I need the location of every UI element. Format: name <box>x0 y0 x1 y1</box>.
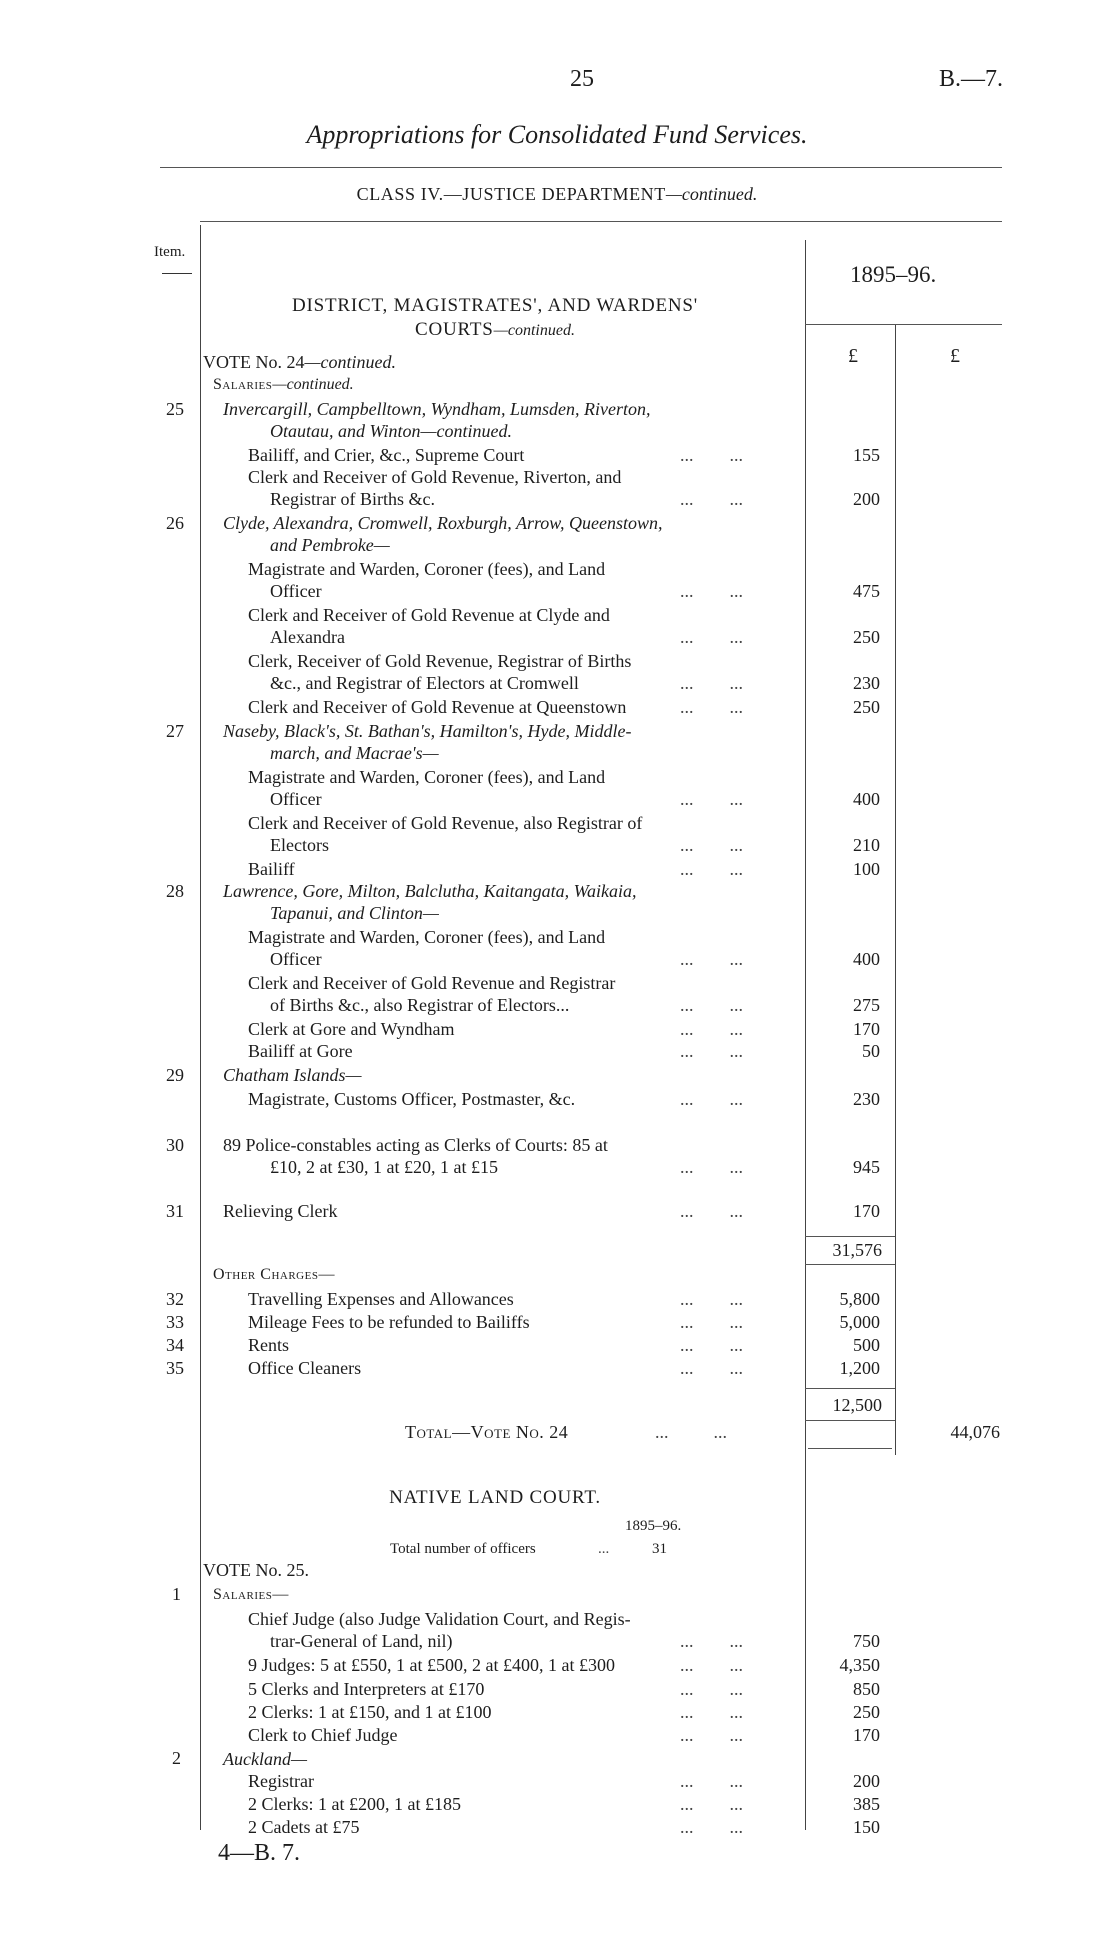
header-rule <box>160 167 1002 168</box>
leader-dots: ... ... <box>680 445 743 465</box>
line-text: 2 Clerks: 1 at £150, and 1 at £100 <box>248 1702 492 1722</box>
charge-label: Office Cleaners <box>248 1358 362 1378</box>
ledger-row <box>0 972 1114 994</box>
vote-25-label: VOTE No. 25. <box>203 1560 309 1580</box>
ledger-row <box>0 696 1114 718</box>
amount: 230 <box>853 673 880 693</box>
leader-dots: ... ... <box>680 1289 743 1309</box>
amount: 750 <box>853 1631 880 1651</box>
ledger-row <box>0 466 1114 488</box>
line-text: Magistrate and Warden, Coroner (fees), and Land <box>248 927 606 947</box>
line-text: Clerk, Receiver of Gold Revenue, Registrar of Births <box>248 651 632 671</box>
ledger-row <box>0 1816 1114 1838</box>
salaries-total-rule <box>805 1236 895 1237</box>
ledger-row <box>0 534 1114 556</box>
item-column-header: Item. <box>154 244 186 260</box>
amount: 170 <box>853 1019 880 1039</box>
page-reference: B.—7. <box>939 66 1004 92</box>
line-text: Chatham Islands— <box>223 1065 362 1085</box>
class-line-suffix: —continued. <box>665 184 758 204</box>
section-heading-courts: COURTS <box>415 319 494 340</box>
ledger-row <box>0 766 1114 788</box>
native-land-court-heading: NATIVE LAND COURT. <box>389 1487 601 1508</box>
line-text: Clerk at Gore and Wyndham <box>248 1019 455 1039</box>
ledger-row <box>0 880 1114 902</box>
amount: 945 <box>853 1157 880 1177</box>
leader-dots: ... ... <box>680 697 743 717</box>
salaries-text: Salaries <box>213 376 273 393</box>
line-text: 2 Cadets at £75 <box>248 1817 360 1837</box>
amount: 275 <box>853 995 880 1015</box>
item-number: 31 <box>166 1201 184 1221</box>
ledger-row <box>0 1608 1114 1630</box>
amount: 475 <box>853 581 880 601</box>
leader-dots: ... ... <box>680 581 743 601</box>
line-text: 2 Clerks: 1 at £200, 1 at £185 <box>248 1794 461 1814</box>
item-number: 29 <box>166 1065 184 1085</box>
year-underline <box>805 324 1002 325</box>
leader-dots: ... ... <box>680 627 743 647</box>
vote-total-rule <box>808 1448 892 1449</box>
other-charges-label: Other Charges— <box>213 1266 335 1283</box>
line-text: Officer <box>270 949 322 969</box>
amount: 1,200 <box>839 1358 880 1378</box>
ledger-row <box>0 558 1114 580</box>
line-text: Auckland— <box>223 1749 307 1769</box>
item-number: 25 <box>166 399 184 419</box>
ledger-row <box>0 626 1114 648</box>
page-footer: 4—B. 7. <box>218 1840 301 1866</box>
ledger-row <box>0 994 1114 1016</box>
vote-24-label <box>203 352 396 373</box>
ledger-row <box>0 1630 1114 1652</box>
leader-dots: ... ... <box>680 1335 743 1355</box>
line-text: Magistrate, Customs Officer, Postmaster, &c. <box>248 1089 576 1109</box>
line-text: Relieving Clerk <box>223 1201 338 1221</box>
line-text: Otautau, and Winton—continued. <box>270 421 512 441</box>
item-number: 27 <box>166 721 184 741</box>
amount: 200 <box>853 489 880 509</box>
ledger-row <box>0 1064 1114 1086</box>
vote-total-label: Total—Vote No. 24 <box>405 1422 569 1442</box>
line-text: 9 Judges: 5 at £550, 1 at £500, 2 at £400, 1 at £300 <box>248 1655 615 1675</box>
line-text: &c., and Registrar of Electors at Cromwell <box>270 673 579 693</box>
line-text: Invercargill, Campbelltown, Wyndham, Lumsden, Riverton, <box>223 399 651 419</box>
amount: 210 <box>853 835 880 855</box>
ledger-row <box>0 1701 1114 1723</box>
ledger-row <box>0 1748 1114 1770</box>
line-text: of Births &c., also Registrar of Electors... <box>270 995 570 1015</box>
line-text: Officer <box>270 581 322 601</box>
salaries-total: 31,576 <box>832 1240 882 1260</box>
officers-dots: ... <box>598 1541 610 1557</box>
line-text: Chief Judge (also Judge Validation Court, and Regis- <box>248 1609 631 1629</box>
line-text: Registrar <box>248 1771 314 1791</box>
leader-dots: ... ... <box>680 1041 743 1061</box>
amount: 400 <box>853 789 880 809</box>
other-charge-row <box>0 1311 1114 1333</box>
ledger-row <box>0 1678 1114 1700</box>
amount: 155 <box>853 445 880 465</box>
amount: 500 <box>853 1335 880 1355</box>
vote-total-dots: ... ... <box>655 1422 727 1442</box>
ledger-row <box>0 1134 1114 1156</box>
leader-dots: ... ... <box>680 1725 743 1745</box>
ledger-row <box>0 398 1114 420</box>
charge-label: Travelling Expenses and Allowances <box>248 1289 514 1309</box>
ledger-row <box>0 1724 1114 1746</box>
amount: 5,800 <box>839 1289 880 1309</box>
line-text: Clerk and Receiver of Gold Revenue, Riverton, and <box>248 467 622 487</box>
line-text: 5 Clerks and Interpreters at £170 <box>248 1679 485 1699</box>
section-heading-line2 <box>210 319 780 341</box>
leader-dots: ... ... <box>680 1631 743 1651</box>
line-text: Clerk to Chief Judge <box>248 1725 398 1745</box>
line-text: Clerk and Receiver of Gold Revenue and Registrar <box>248 973 616 993</box>
line-text: Electors <box>270 835 329 855</box>
amount: 170 <box>853 1201 880 1221</box>
amount: 230 <box>853 1089 880 1109</box>
amount: 250 <box>853 697 880 717</box>
ledger-row <box>0 604 1114 626</box>
native-salaries-label: Salaries— <box>213 1586 289 1603</box>
item-number: 32 <box>166 1289 184 1309</box>
leader-dots: ... ... <box>680 673 743 693</box>
leader-dots: ... ... <box>680 1794 743 1814</box>
ledger-row <box>0 1018 1114 1040</box>
line-text: trar-General of Land, nil) <box>270 1631 453 1651</box>
ledger-row <box>0 902 1114 924</box>
amount: 250 <box>853 627 880 647</box>
line-text: Lawrence, Gore, Milton, Balclutha, Kaitangata, Waikaia, <box>223 881 637 901</box>
line-text: 89 Police-constables acting as Clerks of Courts: 85 at <box>223 1135 608 1155</box>
ledger-row <box>0 512 1114 534</box>
ledger-row <box>0 650 1114 672</box>
leader-dots: ... ... <box>680 1817 743 1837</box>
leader-dots: ... ... <box>680 1157 743 1177</box>
other-total-underline <box>805 1420 895 1421</box>
leader-dots: ... ... <box>680 1358 743 1378</box>
vote-24-suffix: —continued. <box>304 352 396 372</box>
leader-dots: ... ... <box>680 949 743 969</box>
table-top-rule <box>200 221 1002 222</box>
salaries-label <box>213 376 354 394</box>
ledger-row <box>0 488 1114 510</box>
item-number: 33 <box>166 1312 184 1332</box>
native-item-2: 2 <box>172 1748 181 1768</box>
officers-count: 31 <box>652 1541 667 1557</box>
ledger-row <box>0 672 1114 694</box>
amount: 50 <box>862 1041 880 1061</box>
year-column-header: 1895–96. <box>850 262 937 287</box>
class-line-text: CLASS IV.—JUSTICE DEPARTMENT <box>356 184 666 204</box>
charge-label: Rents <box>248 1335 290 1355</box>
line-text: and Pembroke— <box>270 535 390 555</box>
other-charge-row <box>0 1288 1114 1310</box>
ledger-row <box>0 948 1114 970</box>
page-title: Appropriations for Consolidated Fund Services. <box>306 120 808 149</box>
charge-label: Mileage Fees to be refunded to Bailiffs <box>248 1312 530 1332</box>
ledger-row <box>0 444 1114 466</box>
item-number: 34 <box>166 1335 184 1355</box>
line-text: Clerk and Receiver of Gold Revenue at Queenstown <box>248 697 627 717</box>
amount: 385 <box>853 1794 880 1814</box>
amount: 5,000 <box>839 1312 880 1332</box>
leader-dots: ... ... <box>680 1702 743 1722</box>
other-charge-row <box>0 1357 1114 1379</box>
line-text: Alexandra <box>270 627 345 647</box>
line-text: Registrar of Births &c. <box>270 489 435 509</box>
leader-dots: ... ... <box>680 1201 743 1221</box>
ledger-row <box>0 1156 1114 1178</box>
leader-dots: ... ... <box>680 995 743 1015</box>
line-text: Magistrate and Warden, Coroner (fees), and Land <box>248 767 606 787</box>
line-text: march, and Macrae's— <box>270 743 439 763</box>
leader-dots: ... ... <box>680 789 743 809</box>
ledger-row <box>0 812 1114 834</box>
line-text: Bailiff, and Crier, &c., Supreme Court <box>248 445 525 465</box>
section-heading-suffix: —continued. <box>493 322 575 339</box>
leader-dots: ... ... <box>680 1089 743 1109</box>
ledger-row <box>0 420 1114 442</box>
leader-dots: ... ... <box>680 489 743 509</box>
other-charges-total: 12,500 <box>832 1395 882 1415</box>
item-number: 28 <box>166 881 184 901</box>
ledger-row <box>0 788 1114 810</box>
ledger-row <box>0 1770 1114 1792</box>
officers-label: Total number of officers <box>390 1541 536 1557</box>
ledger-row <box>0 720 1114 742</box>
salaries-total-underline <box>805 1264 895 1265</box>
ledger-row <box>0 580 1114 602</box>
ledger-row <box>0 1088 1114 1110</box>
ledger-row <box>0 926 1114 948</box>
item-number: 30 <box>166 1135 184 1155</box>
currency-label-2: £ <box>950 345 960 367</box>
ledger-row <box>0 1040 1114 1062</box>
ledger-row <box>0 834 1114 856</box>
currency-label-1: £ <box>848 345 858 367</box>
leader-dots: ... ... <box>680 835 743 855</box>
amount: 150 <box>853 1817 880 1837</box>
line-text: Officer <box>270 789 322 809</box>
vote-total-amount: 44,076 <box>950 1422 1000 1442</box>
line-text: Bailiff <box>248 859 295 879</box>
leader-dots: ... ... <box>680 1679 743 1699</box>
ledger-row <box>0 858 1114 880</box>
leader-dots: ... ... <box>680 1019 743 1039</box>
line-text: Clyde, Alexandra, Cromwell, Roxburgh, Arrow, Queenstown, <box>223 513 663 533</box>
amount: 250 <box>853 1702 880 1722</box>
line-text: Tapanui, and Clinton— <box>270 903 439 923</box>
ledger-row <box>0 1200 1114 1222</box>
class-line <box>0 184 1114 205</box>
leader-dots: ... ... <box>680 1771 743 1791</box>
leader-dots: ... ... <box>680 1312 743 1332</box>
ledger-row <box>0 742 1114 764</box>
vote-24-text: VOTE No. 24 <box>203 352 305 372</box>
section-heading: DISTRICT, MAGISTRATES', AND WARDENS' <box>292 295 698 316</box>
line-text: Clerk and Receiver of Gold Revenue at Clyde and <box>248 605 610 625</box>
page-number: 25 <box>570 66 594 92</box>
ledger-row <box>0 1654 1114 1676</box>
other-charge-row <box>0 1334 1114 1356</box>
other-total-rule <box>805 1388 895 1389</box>
line-text: Naseby, Black's, St. Bathan's, Hamilton's, Hyde, Middle- <box>223 721 632 741</box>
line-text: £10, 2 at £30, 1 at £20, 1 at £15 <box>270 1157 498 1177</box>
amount: 200 <box>853 1771 880 1791</box>
line-text: Magistrate and Warden, Coroner (fees), and Land <box>248 559 606 579</box>
native-year: 1895–96. <box>625 1518 682 1534</box>
amount: 400 <box>853 949 880 969</box>
amount: 850 <box>853 1679 880 1699</box>
amount: 100 <box>853 859 880 879</box>
leader-dots: ... ... <box>680 859 743 879</box>
line-text: Clerk and Receiver of Gold Revenue, also Registrar of <box>248 813 643 833</box>
amount: 170 <box>853 1725 880 1745</box>
ledger-row <box>0 1793 1114 1815</box>
leader-dots: ... ... <box>680 1655 743 1675</box>
item-number: 35 <box>166 1358 184 1378</box>
item-number: 26 <box>166 513 184 533</box>
item-header-underline <box>162 273 192 274</box>
native-item-1: 1 <box>172 1584 181 1604</box>
amount: 4,350 <box>839 1655 880 1675</box>
salaries-suffix: —continued. <box>272 376 354 393</box>
line-text: Bailiff at Gore <box>248 1041 353 1061</box>
